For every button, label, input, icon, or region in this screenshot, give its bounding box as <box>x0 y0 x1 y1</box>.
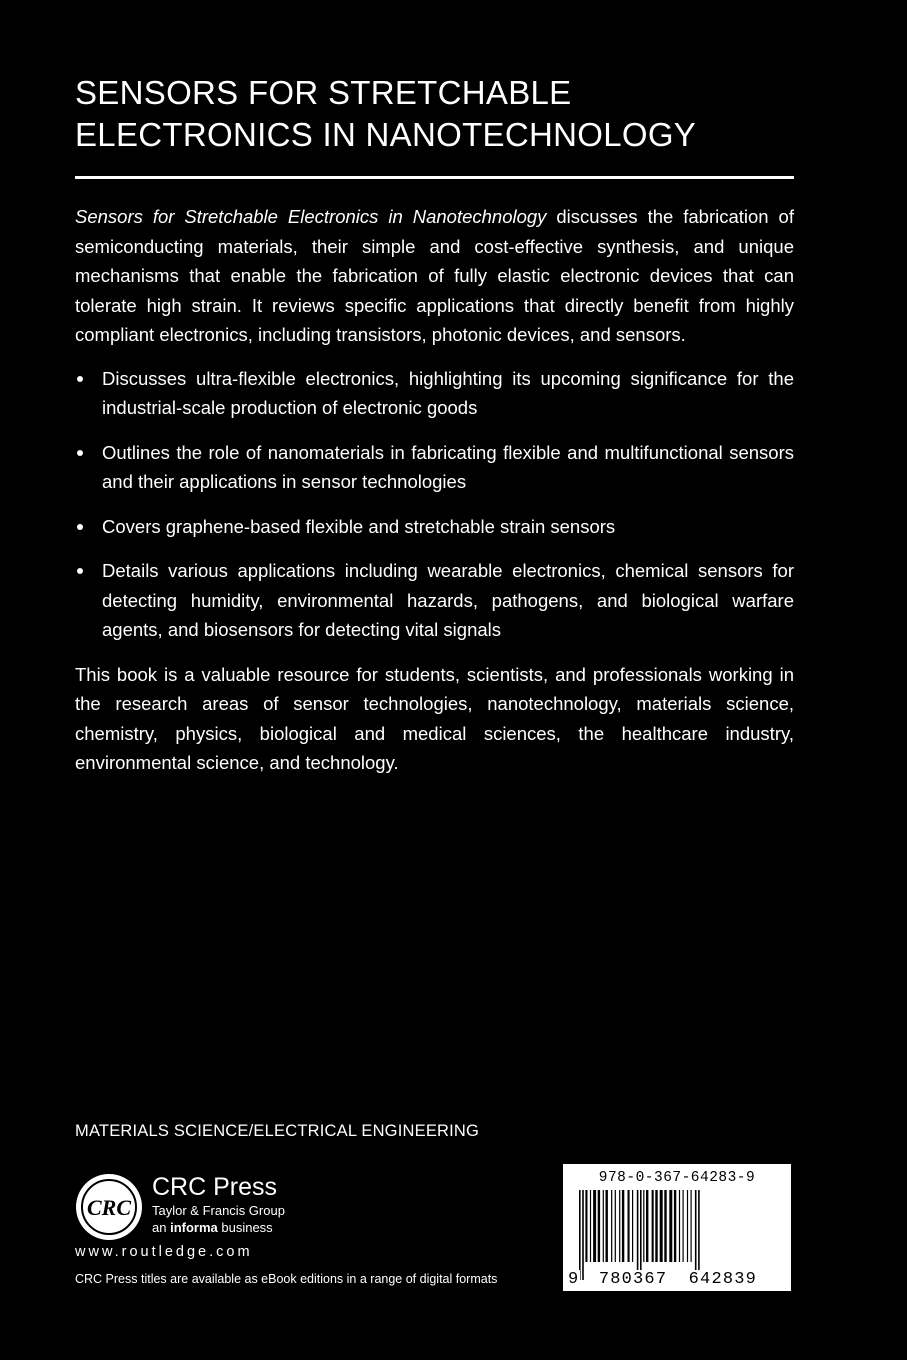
ean-digits <box>567 1270 785 1289</box>
barcode-bar <box>683 1190 684 1262</box>
barcode-bars <box>575 1190 783 1280</box>
barcode-bar <box>619 1190 620 1262</box>
ean-right-group: 642839 <box>688 1270 758 1289</box>
barcode-bar <box>611 1190 612 1262</box>
barcode-bar <box>590 1190 591 1262</box>
bullet-icon <box>77 568 83 574</box>
logo-text: CRC <box>86 1195 132 1220</box>
ean-left-group: 780367 <box>598 1270 668 1289</box>
publisher-info <box>152 1172 285 1236</box>
bullet-icon <box>77 450 83 456</box>
list-item: Covers graphene-based flexible and stretchable strain sensors <box>75 512 794 542</box>
ean-first-digit: 9 <box>568 1270 580 1289</box>
barcode-bar <box>637 1190 639 1280</box>
barcode-bar <box>582 1190 584 1280</box>
barcode-bar <box>598 1190 600 1262</box>
isbn-number: 978-0-367-64283-9 <box>598 1170 756 1186</box>
barcode-bar <box>643 1190 644 1262</box>
barcode-bar <box>698 1190 700 1280</box>
publisher-name: CRC Press <box>152 1173 278 1201</box>
list-item: Details various applications including wearable electronics, chemical sensors for detecting humidity, environmental hazards, pathogens, and biological warfare agents, and biosensors for detecting vital signals <box>75 556 794 645</box>
barcode-bar <box>687 1190 688 1262</box>
crc-logo-icon <box>74 1172 144 1242</box>
isbn-barcode <box>563 1164 791 1291</box>
barcode-bar <box>664 1190 666 1262</box>
description <box>75 202 794 778</box>
barcode-bar <box>603 1190 604 1262</box>
intro-text: discusses the fabrication of semiconducting materials, their simple and cost-effective synthesis, and unique mechanisms that enable the fabrication of fully elastic electronic devices that can tolerate high strain. It reviews specific applications that directly benefit from highly compliant electronics, including transistors, photonic devices, and sensors. <box>75 206 794 345</box>
bullet-icon <box>77 524 83 530</box>
barcode-bar <box>691 1190 692 1262</box>
barcode-bar <box>669 1190 672 1262</box>
barcode-bar <box>652 1190 654 1262</box>
ebook-note: CRC Press titles are available as eBook editions in a range of digital formats <box>75 1272 498 1286</box>
barcode-bar <box>646 1190 648 1262</box>
barcode-bar <box>640 1190 642 1280</box>
barcode-bar <box>622 1190 624 1262</box>
barcode-bar <box>674 1190 676 1262</box>
title-divider <box>75 176 794 179</box>
title-line-1: SENSORS FOR STRETCHABLE <box>75 74 572 111</box>
intro-book-title: Sensors for Stretchable Electronics in Nanotechnology <box>75 206 547 227</box>
publisher-business: an informa business <box>152 1220 273 1235</box>
barcode-bar <box>579 1190 581 1280</box>
barcode-bar <box>695 1190 697 1280</box>
list-item: Outlines the role of nanomaterials in fabricating flexible and multifunctional sensors and their applications in sensor technologies <box>75 438 794 497</box>
publisher-group: Taylor & Francis Group <box>152 1203 285 1218</box>
title-line-2: ELECTRONICS IN NANOTECHNOLOGY <box>75 116 697 153</box>
barcode-bar <box>628 1190 630 1262</box>
barcode-bar <box>679 1190 680 1262</box>
bullet-icon <box>77 376 83 382</box>
barcode-bar <box>655 1190 657 1262</box>
intro-paragraph <box>75 202 794 350</box>
closing-paragraph: This book is a valuable resource for students, scientists, and professionals working in the research areas of sensor technologies, nanotechnology, materials science, chemistry, physics, biological and medical sciences, the healthcare industry, environmental science, and technology. <box>75 663 794 773</box>
barcode-bar <box>632 1190 633 1262</box>
barcode-bar <box>593 1190 596 1262</box>
book-title <box>75 72 835 156</box>
barcode-bar <box>615 1190 616 1262</box>
feature-list <box>75 364 794 645</box>
list-item: Discusses ultra-flexible electronics, highlighting its upcoming significance for the industrial-scale production of electronic goods <box>75 364 794 423</box>
barcode-bar <box>606 1190 608 1262</box>
barcode-bar <box>585 1190 587 1262</box>
barcode-bar <box>660 1190 663 1262</box>
subject-category: MATERIALS SCIENCE/ELECTRICAL ENGINEERING <box>75 1122 480 1140</box>
publisher-website[interactable]: www.routledge.com <box>75 1244 253 1260</box>
